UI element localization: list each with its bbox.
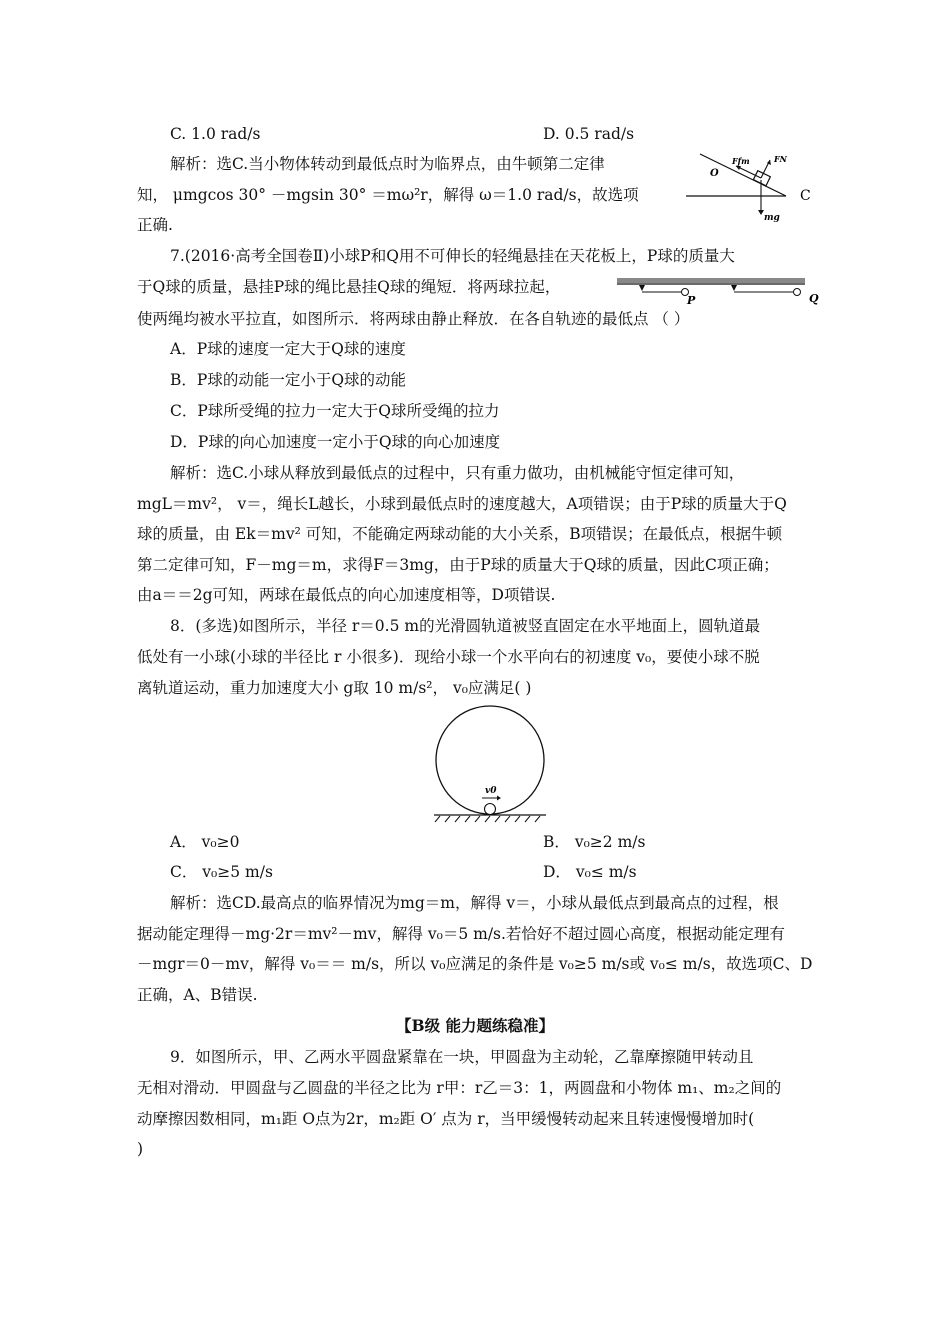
q8-option-a: A． v₀≥0: [170, 833, 240, 851]
label-p: P: [687, 294, 696, 307]
q7-stem-line: 于Q球的质量，悬挂P球的绳比悬挂Q球的绳短．将两球拉起，: [137, 278, 561, 296]
q6-incline-figure: [686, 150, 816, 230]
q6-analysis-line: 知， μmgcos 30° －mgsin 30° ＝mω²r，解得 ω＝1.0 rad/s，故选项: [137, 186, 639, 204]
q9-stem-line: 9．如图所示，甲、乙两水平圆盘紧靠在一块，甲圆盘为主动轮，乙靠摩擦随甲转动且: [170, 1048, 754, 1066]
label-c: C: [800, 188, 811, 204]
label-friction: Ffm: [732, 156, 750, 166]
q6-option-d: D. 0.5 rad/s: [543, 125, 635, 143]
q8-option-b: B． v₀≥2 m/s: [543, 833, 646, 851]
q9-stem-line: ): [137, 1140, 144, 1158]
q6-analysis-line: 正确.: [137, 216, 173, 234]
label-o: O: [710, 168, 719, 179]
q9-stem-line: 无相对滑动．甲圆盘与乙圆盘的半径之比为 r甲：r乙＝3：1，两圆盘和小物体 m₁、m₂之间的: [137, 1079, 782, 1097]
label-v0: v0: [485, 786, 497, 796]
q8-analysis-line: －mgr＝0－mv，解得 v₀＝＝ m/s，所以 v₀应满足的条件是 v₀≥5 m/s或 v₀≤ m/s，故选项C、D: [137, 955, 813, 973]
q7-analysis-line: 第二定律可知，F－mg＝m，求得F＝3mg，由于P球的质量大于Q球的质量，因此C项正确；: [137, 556, 779, 574]
q7-option-c: C．P球所受绳的拉力一定大于Q球所受绳的拉力: [170, 402, 500, 420]
label-q: Q: [809, 292, 819, 305]
q6-analysis-line: 解析：选C.当小物体转动到最低点时为临界点，由牛顿第二定律: [170, 155, 605, 173]
q7-analysis-line: 球的质量，由 Ek＝mv² 可知，不能确定两球动能的大小关系，B项错误；在最低点，根据牛顿: [137, 525, 783, 543]
section-b-heading: 【B级 能力题练稳准】: [396, 1016, 554, 1035]
q8-stem-line: 离轨道运动，重力加速度大小 g取 10 m/s²， v₀应满足( ): [137, 679, 532, 697]
q6-option-c: C. 1.0 rad/s: [170, 125, 261, 143]
label-mg: mg: [764, 213, 780, 223]
q7-analysis-line: mgL＝mv²， v＝，绳长L越长，小球到最低点时的速度越大，A项错误；由于P球的质量大于Q: [137, 495, 787, 513]
q7-analysis-line: 解析：选C.小球从释放到最低点的过程中，只有重力做功，由机械能守恒定律可知，: [170, 464, 745, 482]
q8-analysis-line: 正确，A、B错误.: [137, 986, 258, 1004]
q7-stem-line: 使两绳均被水平拉直，如图所示．将两球由静止释放．在各自轨迹的最低点 （ ）: [137, 310, 690, 328]
q8-analysis-line: 据动能定理得－mg·2r＝mv²－mv，解得 v₀＝5 m/s.若恰好不超过圆心高度，根据动能定理有: [137, 925, 785, 943]
q7-option-b: B．P球的动能一定小于Q球的动能: [170, 371, 407, 389]
q7-option-a: A．P球的速度一定大于Q球的速度: [170, 340, 406, 358]
q9-stem-line: 动摩擦因数相同，m₁距 O点为2r，m₂距 O′ 点为 r，当甲缓慢转动起来且转速慢慢增加时(: [137, 1110, 755, 1128]
q8-circular-track-figure: [430, 705, 550, 830]
q8-stem-line: 8．(多选)如图所示，半径 r＝0.5 m的光滑圆轨道被竖直固定在水平地面上，圆轨道最: [170, 617, 761, 635]
q8-option-c: C． v₀≥5 m/s: [170, 863, 273, 881]
q7-pendulum-figure: [617, 278, 822, 306]
q7-analysis-line: 由a＝＝2g可知，两球在最低点的向心加速度相等，D项错误.: [137, 586, 556, 604]
q8-stem-line: 低处有一小球(小球的半径比 r 小很多)．现给小球一个水平向右的初速度 v₀，要使小球不脱: [137, 648, 760, 666]
q7-option-d: D．P球的向心加速度一定小于Q球的向心加速度: [170, 433, 501, 451]
q8-option-d: D． v₀≤ m/s: [543, 863, 637, 881]
q7-stem-line: 7.(2016·高考全国卷Ⅱ)小球P和Q用不可伸长的轻绳悬挂在天花板上，P球的质量大: [170, 247, 735, 265]
label-normal-force: FN: [774, 154, 787, 164]
q8-analysis-line: 解析：选CD.最高点的临界情况为mg＝m，解得 v＝，小球从最低点到最高点的过程，根: [170, 894, 779, 912]
